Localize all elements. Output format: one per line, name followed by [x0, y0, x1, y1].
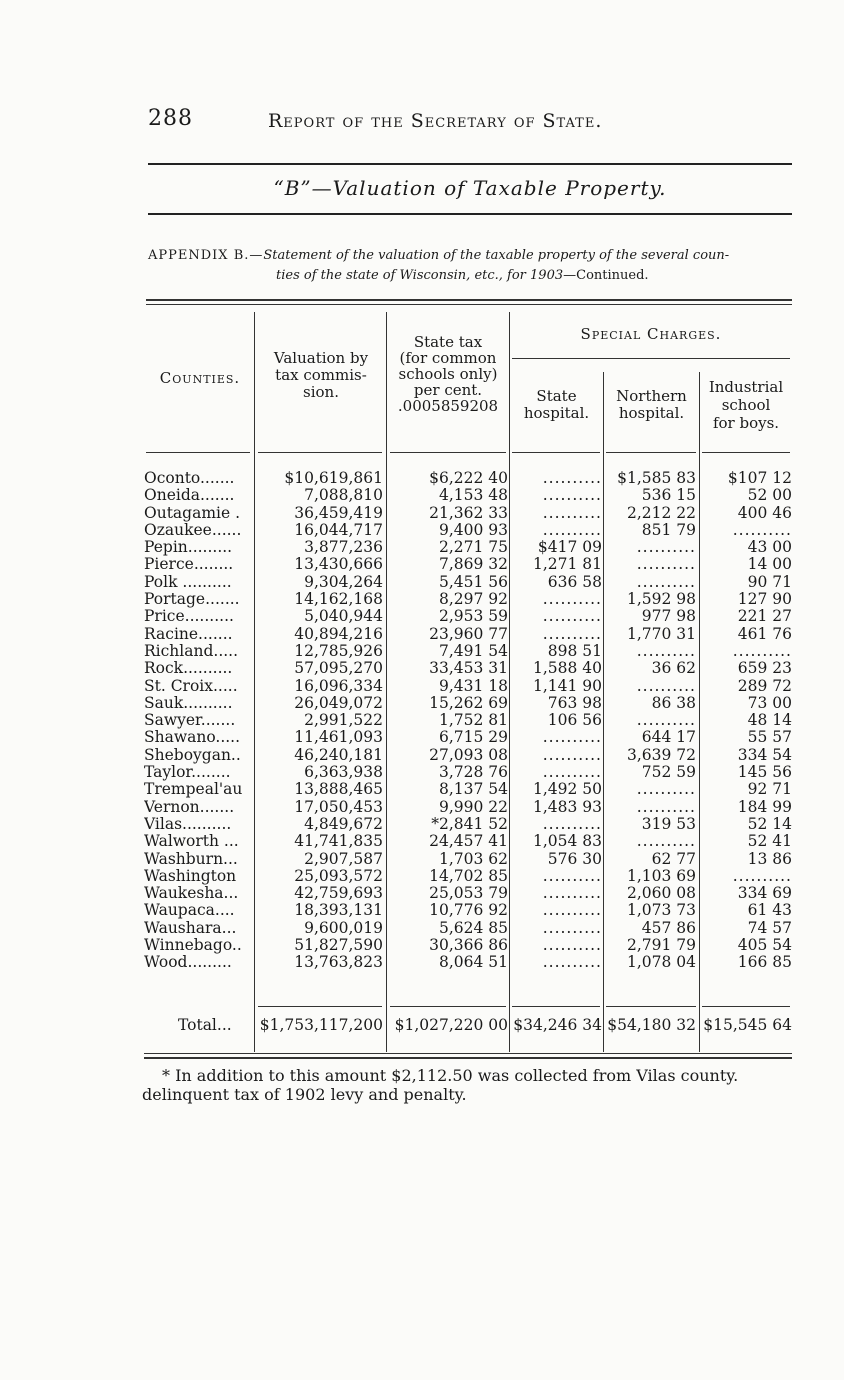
- state-tax-cell: 33,453 31: [429, 659, 508, 678]
- table-row: [0, 954, 844, 971]
- table-row: [0, 747, 844, 764]
- valuation-cell: 6,363,938: [304, 763, 383, 782]
- county-name: Vernon.......: [144, 798, 235, 816]
- northern-hospital-cell: 1,592 98: [626, 590, 696, 609]
- state-hospital-cell: ..........: [542, 745, 602, 764]
- table-bottom-rule-1: [144, 1053, 792, 1054]
- header-valuation-line-1: Valuation by: [273, 349, 369, 367]
- valuation-cell: 16,096,334: [294, 676, 383, 695]
- table-row: [0, 695, 844, 712]
- industrial-school-cell: 90 71: [747, 572, 792, 591]
- valuation-cell: 13,763,823: [294, 953, 383, 972]
- state-hospital-cell: 1,054 83: [532, 832, 602, 851]
- table-row: [0, 660, 844, 677]
- industrial-school-cell: 55 57: [747, 728, 792, 747]
- valuation-cell: 12,785,926: [294, 641, 383, 660]
- state-hospital-cell: ..........: [542, 866, 602, 885]
- state-hospital-cell: ..........: [542, 728, 602, 747]
- industrial-school-cell: 52 14: [747, 814, 792, 833]
- header-industrial-school-line-2: school: [721, 396, 771, 414]
- total-rule-3: [512, 1006, 600, 1007]
- northern-hospital-cell: 977 98: [641, 607, 696, 626]
- state-tax-cell: 8,064 51: [438, 953, 508, 972]
- state-hospital-cell: 106 56: [547, 711, 602, 730]
- industrial-school-cell: 289 72: [737, 676, 792, 695]
- appendix-text-1: Statement of the valuation of the taxable property of the several coun-: [263, 248, 730, 263]
- valuation-cell: 46,240,181: [294, 745, 383, 764]
- table-row: [0, 678, 844, 695]
- valuation-cell: 14,162,168: [294, 590, 383, 609]
- valuation-cell: 2,907,587: [304, 849, 383, 868]
- header-valuation-line-3: sion.: [303, 383, 339, 401]
- county-name: Polk ..........: [144, 573, 232, 591]
- state-hospital-cell: ..........: [542, 469, 602, 487]
- industrial-school-cell: 127 90: [737, 590, 792, 609]
- northern-hospital-cell: 536 15: [641, 486, 696, 505]
- running-head: Report of the Secretary of State.: [268, 110, 603, 132]
- table-row: [0, 868, 844, 885]
- valuation-cell: 40,894,216: [294, 624, 383, 643]
- northern-hospital-cell: 2,212 22: [626, 503, 696, 522]
- header-northern-hospital-line-1: Northern: [616, 387, 687, 405]
- northern-hospital-cell: ..........: [636, 832, 696, 851]
- table-top-rule-2: [146, 304, 792, 305]
- county-name: Washington: [144, 867, 237, 885]
- county-name: Sawyer.......: [144, 712, 236, 730]
- industrial-school-cell: $107 12: [727, 469, 792, 487]
- footnote-line-2: delinquent tax of 1902 levy and penalty.: [142, 1085, 467, 1104]
- table-row: [0, 626, 844, 643]
- northern-hospital-cell: ..........: [636, 797, 696, 816]
- header-state-tax-line-3: schools only): [398, 365, 498, 383]
- valuation-cell: 25,093,572: [294, 866, 383, 885]
- header-state-hospital: [510, 388, 603, 422]
- total-row: [0, 1016, 844, 1036]
- valuation-cell: 4,849,672: [304, 814, 383, 833]
- table-row: [0, 487, 844, 504]
- northern-hospital-cell: ..........: [636, 711, 696, 730]
- valuation-cell: 17,050,453: [294, 797, 383, 816]
- county-name: Rock..........: [144, 660, 233, 678]
- industrial-school-cell: 405 54: [737, 936, 792, 955]
- industrial-school-cell: 52 00: [747, 486, 792, 505]
- state-tax-cell: 27,093 08: [429, 745, 508, 764]
- northern-hospital-cell: 644 17: [641, 728, 696, 747]
- table-row: [0, 556, 844, 573]
- table-row: [0, 816, 844, 833]
- northern-hospital-cell: ..........: [636, 676, 696, 695]
- title-rule-bottom: [148, 213, 792, 215]
- state-tax-cell: 2,271 75: [438, 538, 508, 557]
- county-name: Taylor........: [144, 764, 231, 782]
- industrial-school-cell: 73 00: [747, 693, 792, 712]
- special-charges-rule: [512, 358, 790, 359]
- header-rule-1: [146, 452, 250, 453]
- footnote: [142, 1066, 822, 1104]
- state-tax-cell: 5,624 85: [438, 918, 508, 937]
- northern-hospital-cell: 457 86: [641, 918, 696, 937]
- northern-hospital-cell: 2,791 79: [626, 936, 696, 955]
- header-rule-3: [390, 452, 506, 453]
- industrial-school-cell: ..........: [732, 866, 792, 885]
- industrial-school-cell: 74 57: [747, 918, 792, 937]
- state-hospital-cell: 1,492 50: [532, 780, 602, 799]
- state-tax-cell: 9,400 93: [438, 520, 508, 539]
- state-tax-cell: 25,053 79: [429, 884, 508, 903]
- state-hospital-cell: 1,271 81: [532, 555, 602, 574]
- header-state-hospital-line-1: State: [536, 387, 577, 405]
- state-hospital-cell: ..........: [542, 624, 602, 643]
- state-hospital-cell: ..........: [542, 901, 602, 920]
- industrial-school-cell: 92 71: [747, 780, 792, 799]
- industrial-school-cell: 61 43: [747, 901, 792, 920]
- county-name: Portage.......: [144, 591, 240, 609]
- state-tax-cell: 10,776 92: [429, 901, 508, 920]
- county-name: Pepin.........: [144, 539, 233, 557]
- table-row: [0, 574, 844, 591]
- northern-hospital-cell: 1,078 04: [626, 953, 696, 972]
- table-row: [0, 764, 844, 781]
- county-name: Outagamie .: [144, 504, 241, 522]
- appendix-line-1: [148, 246, 792, 266]
- industrial-school-cell: ..........: [732, 520, 792, 539]
- state-hospital-cell: 576 30: [547, 849, 602, 868]
- state-hospital-cell: $417 09: [537, 538, 602, 557]
- valuation-cell: 16,044,717: [294, 520, 383, 539]
- state-tax-cell: 24,457 41: [429, 832, 508, 851]
- total-state-tax: $1,027,220 00: [394, 1016, 508, 1034]
- header-industrial-school-line-1: Industrial: [708, 378, 784, 396]
- state-hospital-cell: ..........: [542, 607, 602, 626]
- industrial-school-cell: 14 00: [747, 555, 792, 574]
- industrial-school-cell: 48 14: [747, 711, 792, 730]
- county-name: Sauk..........: [144, 694, 233, 712]
- northern-hospital-cell: 36 62: [651, 659, 696, 678]
- industrial-school-cell: 145 56: [737, 763, 792, 782]
- state-hospital-cell: 1,483 93: [532, 797, 602, 816]
- valuation-cell: 3,877,236: [304, 538, 383, 557]
- state-tax-cell: 9,990 22: [438, 797, 508, 816]
- footnote-line-1: * In addition to this amount $2,112.50 was collected from Vilas county.: [162, 1066, 739, 1085]
- header-valuation: [256, 350, 386, 401]
- county-name: Oneida.......: [144, 487, 235, 505]
- northern-hospital-cell: ..........: [636, 555, 696, 574]
- county-name: Racine.......: [144, 625, 233, 643]
- state-hospital-cell: ..........: [542, 936, 602, 955]
- table-row: [0, 539, 844, 556]
- valuation-cell: 57,095,270: [294, 659, 383, 678]
- county-name: Waukesha...: [144, 885, 239, 903]
- northern-hospital-cell: 3,639 72: [626, 745, 696, 764]
- state-tax-cell: 21,362 33: [429, 503, 508, 522]
- table-row: [0, 608, 844, 625]
- state-tax-cell: 15,262 69: [429, 693, 508, 712]
- section-title: “B”—Valuation of Taxable Property.: [273, 176, 667, 200]
- northern-hospital-cell: 2,060 08: [626, 884, 696, 903]
- state-tax-cell: 1,703 62: [438, 849, 508, 868]
- county-name: Price..........: [144, 608, 234, 626]
- state-hospital-cell: ..........: [542, 918, 602, 937]
- header-state-tax: [386, 334, 510, 414]
- state-hospital-cell: ..........: [542, 814, 602, 833]
- industrial-school-cell: 334 69: [737, 884, 792, 903]
- total-label: Total...: [178, 1016, 232, 1034]
- industrial-school-cell: 184 99: [737, 797, 792, 816]
- state-tax-cell: 4,153 48: [438, 486, 508, 505]
- state-tax-cell: 9,431 18: [438, 676, 508, 695]
- valuation-cell: 5,040,944: [304, 607, 383, 626]
- valuation-cell: 41,741,835: [294, 832, 383, 851]
- northern-hospital-cell: ..........: [636, 780, 696, 799]
- table-body: [0, 470, 844, 972]
- table-row: [0, 781, 844, 798]
- total-state-hospital: $34,246 34: [513, 1016, 602, 1034]
- title-rule-top: [148, 163, 792, 165]
- northern-hospital-cell: ..........: [636, 641, 696, 660]
- total-rule-2: [390, 1006, 506, 1007]
- industrial-school-cell: 13 86: [747, 849, 792, 868]
- valuation-cell: 42,759,693: [294, 884, 383, 903]
- table-row: [0, 937, 844, 954]
- header-industrial-school-line-3: for boys.: [712, 414, 780, 432]
- valuation-cell: 36,459,419: [294, 503, 383, 522]
- total-northern-hospital: $54,180 32: [607, 1016, 696, 1034]
- state-tax-cell: 5,451 56: [438, 572, 508, 591]
- county-name: Wood.........: [144, 954, 232, 972]
- header-rule-6: [702, 452, 790, 453]
- county-name: Washburn...: [144, 850, 238, 868]
- northern-hospital-cell: 1,073 73: [626, 901, 696, 920]
- total-rule-1: [258, 1006, 382, 1007]
- state-hospital-cell: ..........: [542, 520, 602, 539]
- valuation-cell: $10,619,861: [284, 469, 383, 487]
- appendix-continued: Continued.: [576, 268, 649, 283]
- state-hospital-cell: ..........: [542, 486, 602, 505]
- valuation-cell: 13,430,666: [294, 555, 383, 574]
- state-tax-cell: 7,491 54: [438, 641, 508, 660]
- industrial-school-cell: 659 23: [737, 659, 792, 678]
- northern-hospital-cell: ..........: [636, 572, 696, 591]
- northern-hospital-cell: 319 53: [641, 814, 696, 833]
- state-hospital-cell: ..........: [542, 763, 602, 782]
- county-name: Waupaca....: [144, 902, 235, 920]
- northern-hospital-cell: 851 79: [641, 520, 696, 539]
- state-tax-cell: 1,752 81: [438, 711, 508, 730]
- state-tax-cell: 8,137 54: [438, 780, 508, 799]
- county-name: Waushara...: [144, 919, 237, 937]
- valuation-cell: 26,049,072: [294, 693, 383, 712]
- table-row: [0, 505, 844, 522]
- industrial-school-cell: 221 27: [737, 607, 792, 626]
- northern-hospital-cell: 1,770 31: [626, 624, 696, 643]
- state-hospital-cell: 763 98: [547, 693, 602, 712]
- header-industrial-school: [700, 378, 792, 432]
- state-tax-cell: 3,728 76: [438, 763, 508, 782]
- state-hospital-cell: ..........: [542, 503, 602, 522]
- page-number: 288: [148, 106, 193, 131]
- state-hospital-cell: ..........: [542, 884, 602, 903]
- valuation-cell: 9,304,264: [304, 572, 383, 591]
- table-row: [0, 591, 844, 608]
- header-valuation-line-2: tax commis-: [275, 366, 367, 384]
- valuation-cell: 18,393,131: [294, 901, 383, 920]
- county-name: Vilas..........: [144, 815, 232, 833]
- industrial-school-cell: 52 41: [747, 832, 792, 851]
- appendix-line-2: [148, 266, 792, 286]
- state-hospital-cell: ..........: [542, 590, 602, 609]
- county-name: Oconto.......: [144, 470, 235, 487]
- header-northern-hospital-line-2: hospital.: [618, 404, 685, 422]
- state-hospital-cell: 1,588 40: [532, 659, 602, 678]
- total-industrial-school: $15,545 64: [703, 1016, 792, 1034]
- table-row: [0, 885, 844, 902]
- county-name: Richland.....: [144, 642, 239, 660]
- state-tax-cell: 23,960 77: [429, 624, 508, 643]
- county-name: Pierce........: [144, 556, 234, 574]
- header-state-tax-line-5: .0005859208: [397, 397, 499, 415]
- state-hospital-cell: ..........: [542, 953, 602, 972]
- northern-hospital-cell: ..........: [636, 538, 696, 557]
- table-bottom-rule-2: [144, 1057, 792, 1059]
- northern-hospital-cell: 62 77: [651, 849, 696, 868]
- state-tax-cell: 7,869 32: [438, 555, 508, 574]
- industrial-school-cell: 461 76: [737, 624, 792, 643]
- industrial-school-cell: 400 46: [737, 503, 792, 522]
- header-rule-4: [512, 452, 600, 453]
- header-northern-hospital: [604, 388, 699, 422]
- valuation-cell: 13,888,465: [294, 780, 383, 799]
- county-name: Winnebago..: [144, 937, 242, 955]
- table-row: [0, 729, 844, 746]
- industrial-school-cell: 166 85: [737, 953, 792, 972]
- state-tax-cell: 8,297 92: [438, 590, 508, 609]
- state-hospital-cell: 636 58: [547, 572, 602, 591]
- total-valuation: $1,753,117,200: [259, 1016, 383, 1034]
- table-row: [0, 643, 844, 660]
- header-counties: Counties.: [159, 369, 241, 387]
- state-tax-cell: $6,222 40: [429, 469, 508, 487]
- county-name: Walworth ...: [144, 833, 239, 851]
- northern-hospital-cell: 86 38: [651, 693, 696, 712]
- header-state-tax-line-1: State tax: [413, 333, 483, 351]
- header-state-tax-line-4: per cent.: [413, 381, 483, 399]
- northern-hospital-cell: 752 59: [641, 763, 696, 782]
- county-name: Shawano.....: [144, 729, 241, 747]
- state-tax-cell: 30,366 86: [429, 936, 508, 955]
- state-tax-cell: 14,702 85: [429, 866, 508, 885]
- state-tax-cell: 6,715 29: [438, 728, 508, 747]
- valuation-cell: 2,991,522: [304, 711, 383, 730]
- table-row: [0, 799, 844, 816]
- county-name: Trempeal'au: [144, 781, 243, 799]
- county-name: Ozaukee......: [144, 521, 242, 539]
- table-row: [0, 522, 844, 539]
- table-row: [0, 902, 844, 919]
- header-special-charges: Special Charges.: [580, 325, 722, 343]
- state-hospital-cell: 1,141 90: [532, 676, 602, 695]
- table-row: [0, 851, 844, 868]
- valuation-cell: 9,600,019: [304, 918, 383, 937]
- header-rule-5: [606, 452, 696, 453]
- total-rule-4: [606, 1006, 696, 1007]
- state-tax-cell: *2,841 52: [431, 814, 508, 833]
- table-row: [0, 920, 844, 937]
- appendix-text-2: ties of the state of Wisconsin, etc., for 1903—: [276, 268, 577, 283]
- valuation-cell: 11,461,093: [294, 728, 383, 747]
- northern-hospital-cell: $1,585 83: [617, 469, 696, 487]
- industrial-school-cell: 43 00: [747, 538, 792, 557]
- industrial-school-cell: 334 54: [737, 745, 792, 764]
- state-hospital-cell: 898 51: [547, 641, 602, 660]
- industrial-school-cell: ..........: [732, 641, 792, 660]
- northern-hospital-cell: 1,103 69: [626, 866, 696, 885]
- header-state-hospital-line-2: hospital.: [523, 404, 590, 422]
- header-state-tax-line-2: (for common: [399, 349, 497, 367]
- table-row: [0, 833, 844, 850]
- header-rule-2: [258, 452, 382, 453]
- table-row: [0, 712, 844, 729]
- table-top-rule-1: [146, 299, 792, 301]
- valuation-cell: 51,827,590: [294, 936, 383, 955]
- table-row: [0, 470, 844, 487]
- county-name: St. Croix.....: [144, 677, 238, 695]
- total-rule-5: [702, 1006, 790, 1007]
- appendix-caption: [148, 246, 792, 286]
- county-name: Sheboygan..: [144, 746, 241, 764]
- appendix-lead: APPENDIX B.—: [148, 248, 264, 263]
- state-tax-cell: 2,953 59: [438, 607, 508, 626]
- valuation-cell: 7,088,810: [304, 486, 383, 505]
